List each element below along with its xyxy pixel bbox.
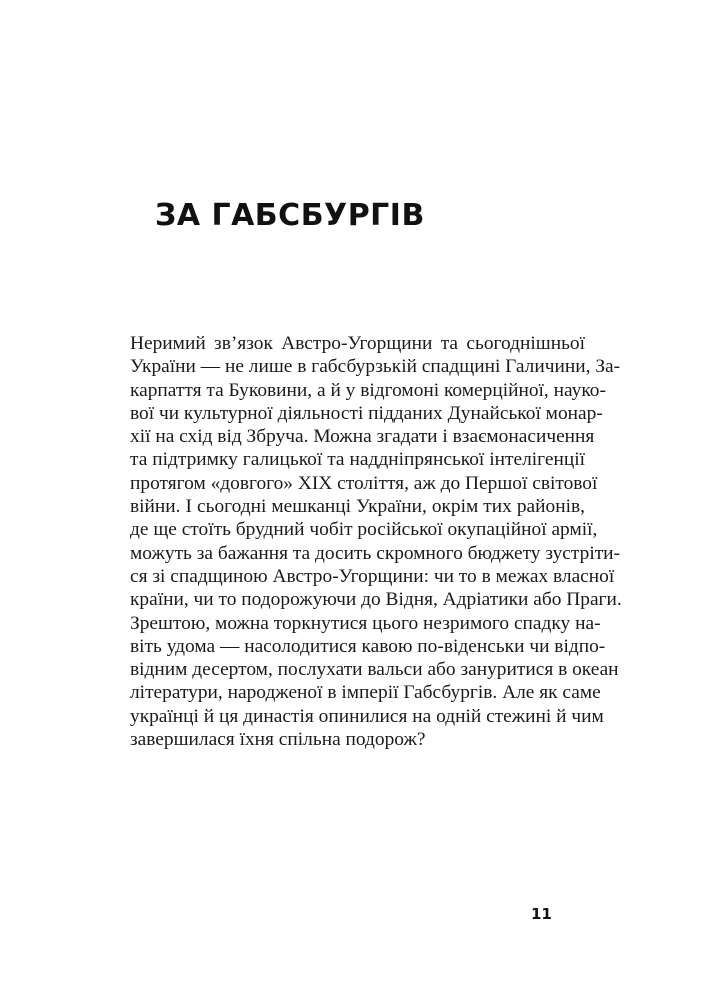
text-line: України — не лише в габсбурзькій спадщині Галичини, За- [130, 356, 621, 378]
text-line: карпаття та Буковини, а й у відгомоні комерційної, науко- [130, 379, 606, 401]
page-number: 11 [531, 905, 552, 923]
text-line: відним десертом, послухати вальси або зануритися в океан [130, 659, 619, 681]
text-line: віть удома — насолодитися кавою по-віденськи чи відпо- [130, 635, 606, 657]
body-paragraph [130, 332, 622, 751]
text-line: ся зі спадщиною Австро-Угорщини: чи то в межах власної [130, 565, 615, 587]
chapter-title: ЗА ГАБСБУРГІВ [155, 198, 425, 233]
text-line: завершилася їхня спільна подорож? [130, 729, 426, 751]
text-line: літератури, народженої в імперії Габсбургів. Але як саме [130, 682, 601, 704]
text-line: можуть за бажання та досить скромного бюджету зустріти- [130, 542, 621, 564]
text-line: українці й ця династія опинилися на одній стежині й чим [130, 705, 604, 727]
text-line: та підтримку галицької та наддніпрянської інтелігенції [130, 449, 585, 471]
text-line: протягом «довгого» XIX століття, аж до Першої світової [130, 472, 598, 494]
text-line: війни. І сьогодні мешканці України, окрім тих районів, [130, 496, 585, 518]
text-line: країни, чи то подорожуючи до Відня, Адріатики або Праги. [130, 589, 622, 611]
text-line: вої чи культурної діяльності підданих Дунайської монар- [130, 402, 603, 424]
text-line: Зрештою, можна торкнутися цього незримого спадку на- [130, 612, 601, 634]
text-line: Неримий зв’язок Австро-Угорщини та сьогоднішньої [130, 333, 585, 354]
text-line: хії на схід від Збруча. Можна згадати і взаємонасичення [130, 426, 595, 448]
text-line: де ще стоїть брудний чобіт російської окупаційної армії, [130, 519, 598, 541]
